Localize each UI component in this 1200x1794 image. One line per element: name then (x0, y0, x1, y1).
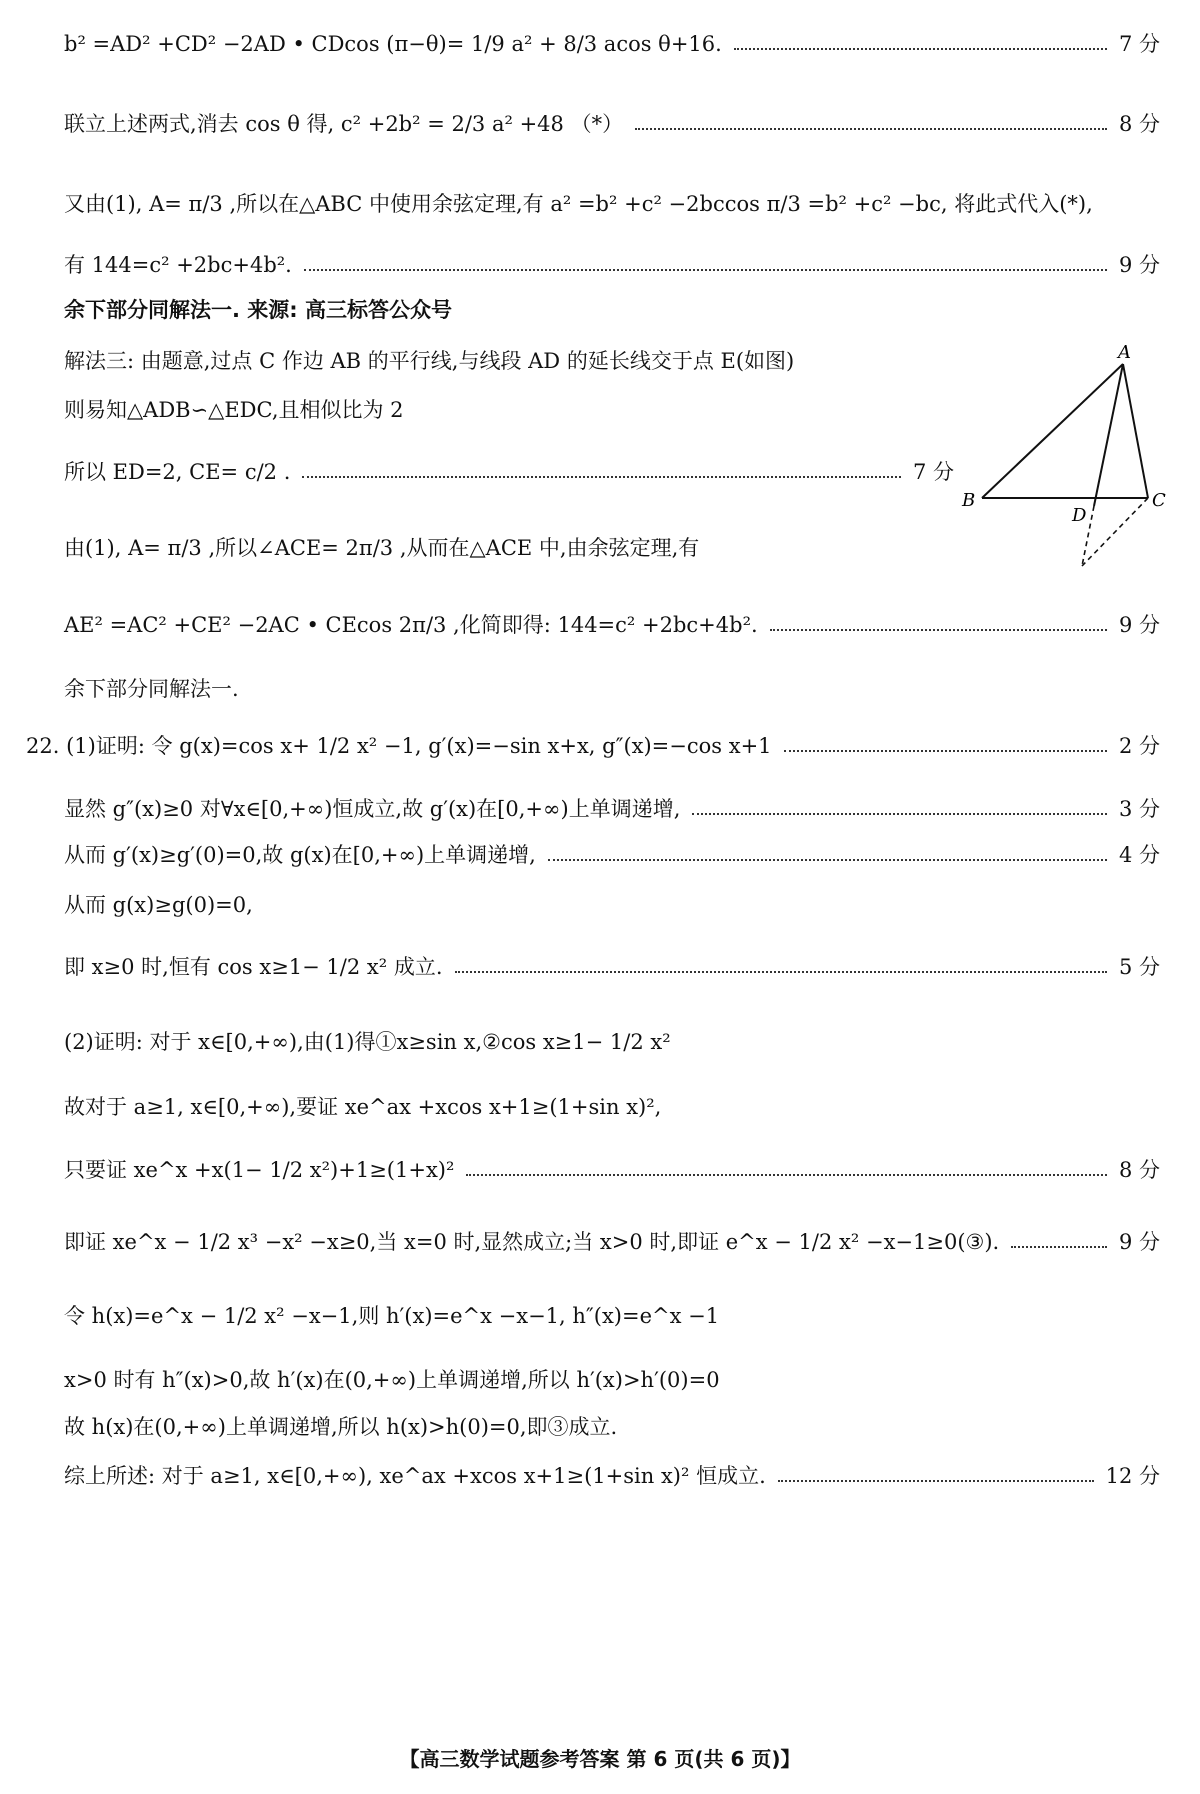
eq-line-8: 所以 ED=2, CE= c/2 . 7 分 (64, 460, 954, 484)
dot-leader (304, 269, 1107, 271)
score-label: 9 分 (1118, 253, 1160, 277)
page-footer: 【高三数学试题参考答案 第 6 页(共 6 页)】 (399, 1747, 801, 1771)
dot-leader (770, 629, 1107, 631)
label-b: B (962, 490, 976, 511)
problem-22-line-10: 令 h(x)=e^x − 1/2 x² −x−1,则 h′(x)=e^x −x−1, h″(x)=e^x −1 (64, 1304, 720, 1328)
text-line-11: 余下部分同解法一. (64, 677, 239, 701)
score-label: 8 分 (1118, 1158, 1160, 1182)
text-line-6: 解法三: 由题意,过点 C 作边 AB 的平行线,与线段 AD 的延长线交于点 E(如图) (64, 349, 795, 373)
dot-leader (455, 971, 1107, 973)
dot-leader (302, 476, 901, 478)
triangle-figure (950, 338, 1180, 578)
dot-leader (784, 750, 1107, 752)
dot-leader (734, 48, 1107, 50)
problem-22-line-7: 故对于 a≥1, x∈[0,+∞),要证 xe^ax +xcos x+1≥(1+sin x)², (64, 1095, 662, 1119)
score-label: 7 分 (1118, 32, 1160, 56)
segment-ad (1094, 364, 1123, 506)
problem-22-line-4: 从而 g(x)≥g(0)=0, (64, 893, 253, 917)
eq-line-10: AE² =AC² +CE² −2AC • CEcos 2π/3 ,化简即得: 144=c² +2bc+4b². 9 分 (64, 613, 1160, 637)
segment-ab (982, 364, 1123, 498)
dot-leader (466, 1174, 1107, 1176)
dot-leader (548, 859, 1107, 861)
segment-ac (1123, 364, 1148, 498)
eq-line-1: b² =AD² +CD² −2AD • CDcos (π−θ)= 1/9 a² + 8/3 acos θ+16. 7 分 (64, 32, 1160, 56)
dot-leader (1011, 1246, 1107, 1248)
eq-line-2: 联立上述两式,消去 cos θ 得, c² +2b² = 2/3 a² +48 （*） 8 分 (64, 112, 1160, 136)
score-label: 7 分 (912, 460, 954, 484)
problem-22-line-9: 即证 xe^x − 1/2 x³ −x² −x≥0,当 x=0 时,显然成立;当 x>0 时,即证 e^x − 1/2 x² −x−1≥0(③). 9 分 (64, 1230, 1160, 1254)
score-label: 9 分 (1118, 1230, 1160, 1254)
problem-22-line-3: 从而 g′(x)≥g′(0)=0,故 g(x)在[0,+∞)上单调递增, 4 分 (64, 843, 1160, 867)
dot-leader (692, 813, 1107, 815)
score-label: 5 分 (1118, 955, 1160, 979)
eq-line-4: 有 144=c² +2bc+4b². 9 分 (64, 253, 1160, 277)
problem-22-line-13: 综上所述: 对于 a≥1, x∈[0,+∞), xe^ax +xcos x+1≥(1+sin x)² 恒成立. 12 分 (64, 1464, 1160, 1488)
segment-ce-dashed (1082, 498, 1148, 566)
text-line-7: 则易知△ADB∽△EDC,且相似比为 2 (64, 398, 404, 422)
eq-line-9: 由(1), A= π/3 ,所以∠ACE= 2π/3 ,从而在△ACE 中,由余弦定理,有 (64, 536, 700, 560)
dot-leader (635, 128, 1107, 130)
score-label: 12 分 (1105, 1464, 1160, 1488)
label-c: C (1152, 490, 1166, 511)
score-label: 4 分 (1118, 843, 1160, 867)
problem-22-line-5: 即 x≥0 时,恒有 cos x≥1− 1/2 x² 成立. 5 分 (64, 955, 1160, 979)
score-label: 9 分 (1118, 613, 1160, 637)
problem-22-line-6: (2)证明: 对于 x∈[0,+∞),由(1)得①x≥sin x,②cos x≥1− 1/2 x² (64, 1030, 671, 1054)
label-d: D (1072, 505, 1087, 526)
score-label: 2 分 (1118, 734, 1160, 758)
score-label: 8 分 (1118, 112, 1160, 136)
problem-22-line-2: 显然 g″(x)≥0 对∀x∈[0,+∞)恒成立,故 g′(x)在[0,+∞)上单调递增, 3 分 (64, 797, 1160, 821)
problem-22-line-8: 只要证 xe^x +x(1− 1/2 x²)+1≥(1+x)² 8 分 (64, 1158, 1160, 1182)
problem-22-line-12: 故 h(x)在(0,+∞)上单调递增,所以 h(x)>h(0)=0,即③成立. (64, 1415, 618, 1439)
problem-22-line-11: x>0 时有 h″(x)>0,故 h′(x)在(0,+∞)上单调递增,所以 h′(x)>h′(0)=0 (64, 1368, 720, 1392)
score-label: 3 分 (1118, 797, 1160, 821)
dot-leader (778, 1480, 1094, 1482)
text-line-5: 余下部分同解法一. 来源: 高三标答公众号 (64, 298, 452, 322)
label-a: A (1118, 342, 1131, 363)
problem-22-line-1: 22. (1)证明: 令 g(x)=cos x+ 1/2 x² −1, g′(x)=−sin x+x, g″(x)=−cos x+1 2 分 (26, 734, 1160, 758)
eq-line-3: 又由(1), A= π/3 ,所以在△ABC 中使用余弦定理,有 a² =b² +c² −2bccos π/3 =b² +c² −bc, 将此式代入(*), (64, 192, 1093, 216)
